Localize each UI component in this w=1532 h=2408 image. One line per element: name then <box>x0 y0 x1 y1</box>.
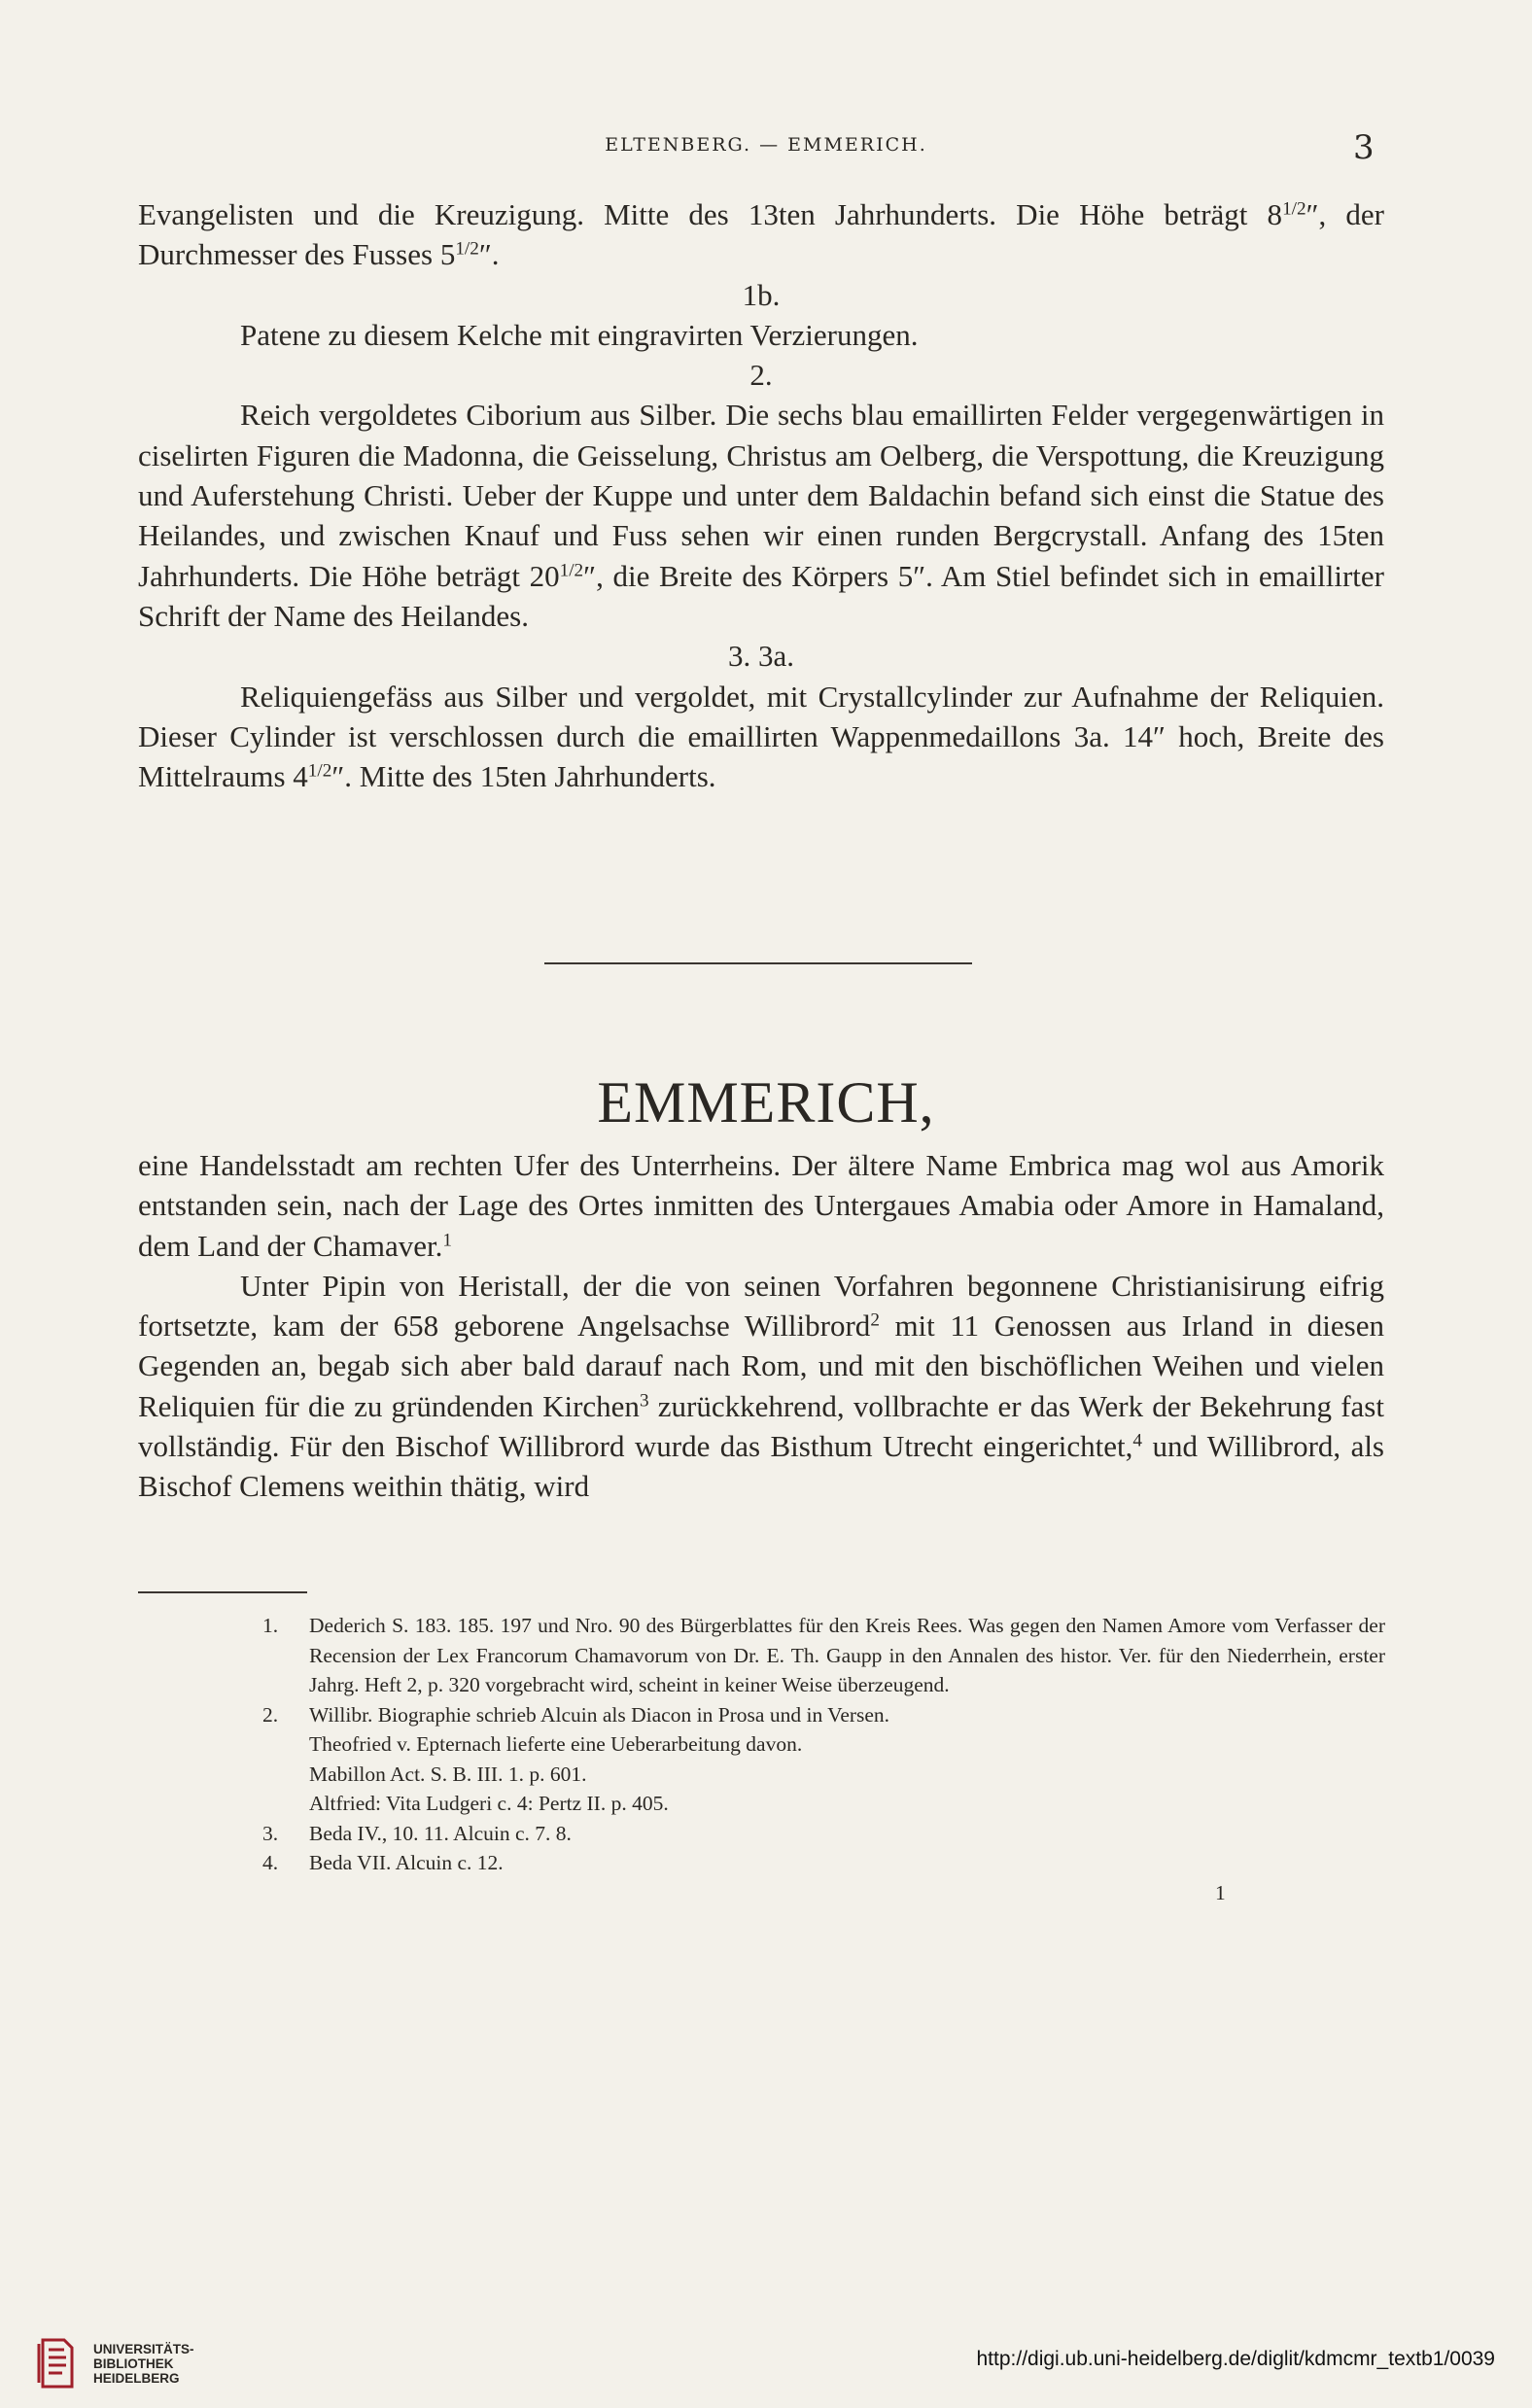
emmerich-section <box>138 1145 1384 1507</box>
paragraph-emmerich-intro: eine Handelsstadt am rechten Ufer des Unterrheins. Der ältere Name Embrica mag wol aus Amorik entstanden sein, nach der Lage des Ortes inmitten des Untergaues Amabia oder Amore in Hamaland, dem Land der Chamaver.$^1$ <box>138 1148 1384 1263</box>
footnote-divider <box>138 1591 307 1593</box>
paragraph-intro: Evangelisten und die Kreuzigung. Mitte des 13ten Jahrhunderts. Die Höhe beträgt $8^{1/2}''$, der Durchmesser des Fusses $5^{1/2}''$. <box>138 197 1384 272</box>
paragraph-1b: Patene zu diesem Kelche mit eingravirten Verzierungen. <box>240 317 919 352</box>
footnote-2-line: Mabillon Act. S. B. III. 1. p. 601. <box>309 1762 587 1786</box>
library-logo-icon <box>35 2336 80 2391</box>
catalogue-section <box>138 194 1384 796</box>
paragraph-2: Reich vergoldetes Ciborium aus Silber. Die sechs blau emaillirten Felder vergegenwärtigen in ciselirten Figuren die Madonna, die Geisselung, Christus am Oelberg, die Verspottung, die Kreuzigung und Auferstehung Christi. Ueber der Kuppe und unter dem Baldachin befand sich einst die Statue des Heilandes, und zwischen Knauf und Fuss sehen wir einen runden Bergcrystall. Anfang des 15ten Jahrhunderts. Die Höhe beträgt $20^{1/2}''$, die Breite des Körpers 5″. Am Stiel befindet sich in emaillirter Schrift der Name des Heilandes. <box>138 398 1384 633</box>
source-url-link[interactable]: http://digi.ub.uni-heidelberg.de/diglit/kdmcmr_textb1/0039 <box>976 2348 1495 2370</box>
item-number-3: 3. 3a. <box>727 639 794 674</box>
footnotes <box>262 1611 1385 1907</box>
paragraph-3: Reliquiengefäss aus Silber und vergoldet, mit Crystallcylinder zur Aufnahme der Reliquien. Dieser Cylinder ist verschlossen durch die emaillirten Wappenmedaillons 3a. 14″ hoch, Breite des Mittelraums $4^{1/2}''$. Mitte des 15ten Jahrhunderts. <box>138 679 1384 794</box>
section-heading: EMMERICH, <box>597 1070 935 1134</box>
footnote-2-line: Theofried v. Epternach lieferte eine Ueberarbeitung davon. <box>309 1732 803 1756</box>
footnote-2: 2. Willibr. Biographie schrieb Alcuin als Diacon in Prosa und in Versen. <box>262 1702 890 1727</box>
section-divider <box>544 962 972 964</box>
library-name: UNIVERSITÄTS- BIBLIOTHEK HEIDELBERG <box>93 2342 194 2386</box>
footnote-4: 4. Beda VII. Alcuin c. 12. <box>262 1851 504 1874</box>
page-number: 3 <box>1353 128 1375 167</box>
running-head: ELTENBERG. — EMMERICH. <box>605 134 927 156</box>
item-number-1b: 1b. <box>742 277 781 312</box>
signature-mark: 1 <box>1215 1880 1226 1904</box>
footnote-2-line: Altfried: Vita Ludgeri c. 4: Pertz II. p. 405. <box>309 1792 669 1815</box>
library-footer <box>0 2328 1532 2396</box>
footnote-3: 3. Beda IV., 10. 11. Alcuin c. 7. 8. <box>262 1821 572 1845</box>
footnote-1: 1. Dederich S. 183. 185. 197 und Nro. 90 des Bürgerblattes für den Kreis Rees. Was gegen den Namen Amore vom Verfasser der Recension der Lex Francorum Chamavorum von Dr. E. Th. Gaupp in den Annalen des histor. Ver. für den Niederrhein, erster Jahrg. Heft 2, p. 320 vorgebracht wird, scheint in keiner Weise überzeugend. <box>262 1614 1385 1696</box>
item-number-2: 2. <box>749 358 773 393</box>
paragraph-emmerich-history: Unter Pipin von Heristall, der die von seinen Vorfahren begonnene Christianisirung eifrig fortsetzte, kam der 658 geborene Angelsachse Willibrord$^2$ mit 11 Genossen aus Irland in diesen Gegenden an, begab sich aber bald darauf nach Rom, und mit den bischöflichen Weihen und vielen Reliquien für die zu gründenden Kirchen$^3$ zurückkehrend, vollbrachte er das Werk der Bekehrung fast vollständig. Für den Bischof Willibrord wurde das Bisthum Utrecht eingerichtet,$^4$ und Willibrord, als Bischof Clemens weithin thätig, wird <box>138 1268 1384 1504</box>
